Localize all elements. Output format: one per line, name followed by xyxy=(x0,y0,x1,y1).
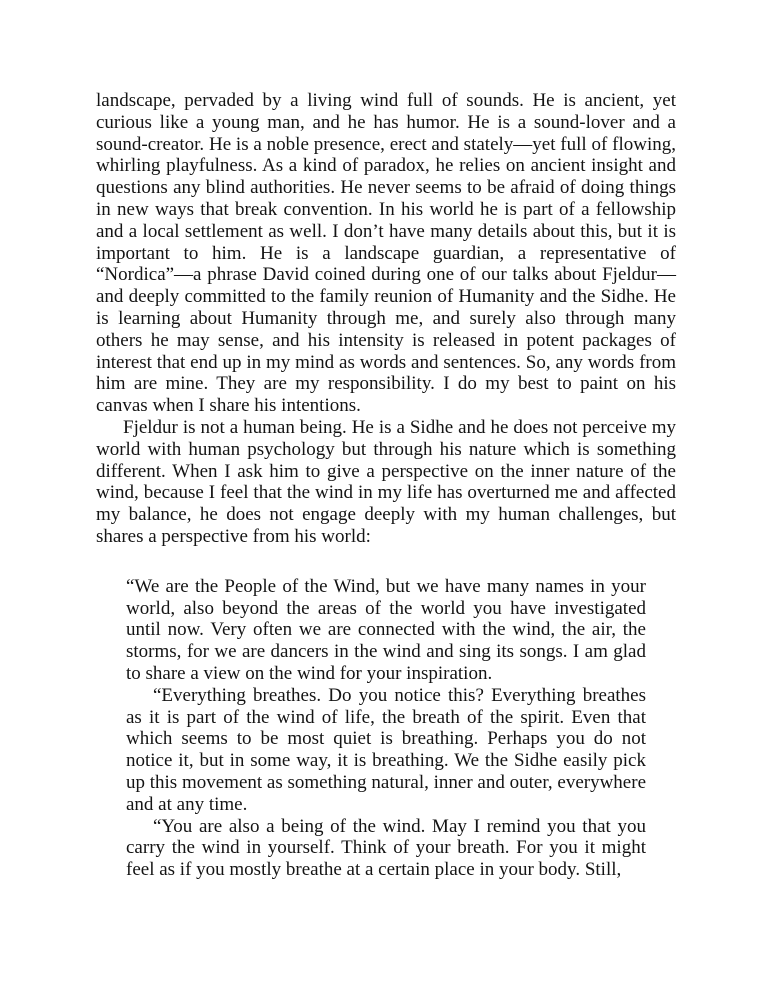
body-paragraph: landscape, pervaded by a living wind full of sounds. He is ancient, yet curious like a young man, and he has humor. He is a sound-lover and a sound-creator. He is a noble presence, erect and stately—yet full of flowing, whirling playfulness. As a kind of paradox, he relies on ancient insight and questions any blind authorities. He never seems to be afraid of doing things in new ways that break convention. In his world he is part of a fellowship and a local settlement as well. I don’t have many details about this, but it is important to him. He is a landscape guardian, a representative of “Nordica”—a phrase David coined during one of our talks about Fjeldur—and deeply committed to the family reunion of Humanity and the Sidhe. He is learning about Humanity through me, and surely also through many others he may sense, and his intensity is released in potent packages of interest that end up in my mind as words and sentences. So, any words from him are mine. They are my responsibility. I do my best to paint on his canvas when I share his intentions. xyxy=(96,90,676,417)
block-quote xyxy=(126,576,646,881)
body-paragraph: Fjeldur is not a human being. He is a Sidhe and he does not perceive my world with human psychology but through his nature which is something different. When I ask him to give a perspective on the inner nature of the wind, because I feel that the wind in my life has overturned me and affected my balance, he does not engage deeply with my human challenges, but shares a perspective from his world: xyxy=(96,416,676,547)
document-page xyxy=(96,90,676,881)
quote-paragraph: “Everything breathes. Do you notice this? Everything breathes as it is part of the wind of life, the breath of the spirit. Even that which seems to be most quiet is breathing. Perhaps you do not notice it, but in some way, it is breathing. We the Sidhe easily pick up this movement as something natural, inner and outer, everywhere and at any time. xyxy=(126,684,647,815)
quote-paragraph: “We are the People of the Wind, but we have many names in your world, also beyond the areas of the world you have investigated until now. Very often we are connected with the wind, the air, the storms, for we are dancers in the wind and sing its songs. I am glad to share a view on the wind for your inspiration. xyxy=(126,575,646,684)
quote-paragraph: “You are also a being of the wind. May I remind you that you carry the wind in yourself. Think of your breath. For you it might feel as if you mostly breathe at a certain place in your body. Still, xyxy=(126,815,646,881)
